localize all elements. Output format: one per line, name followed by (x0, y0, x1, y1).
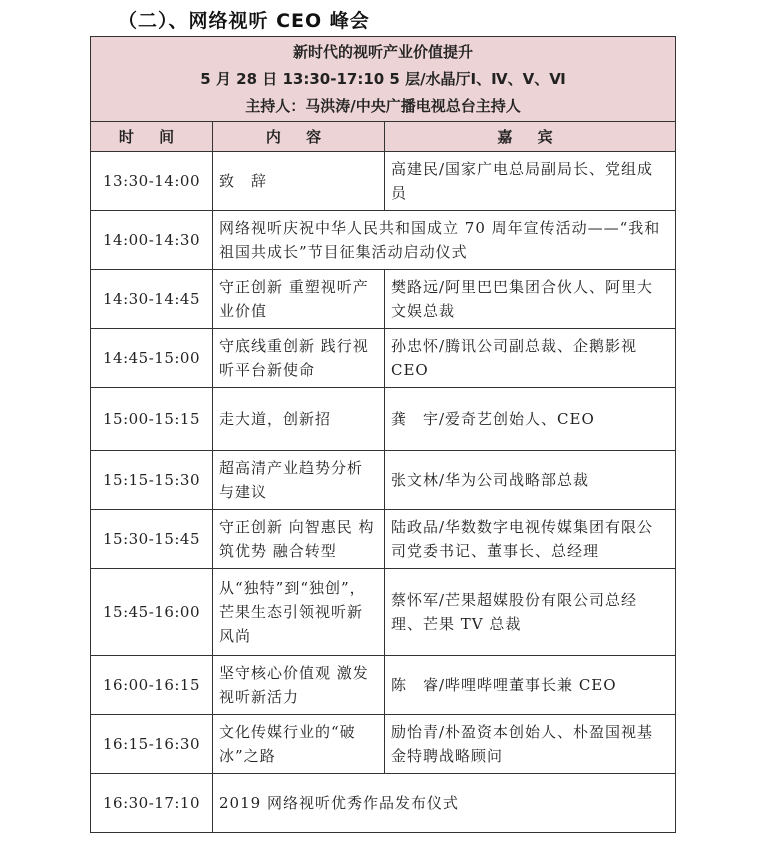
row-guest: 励怡青/朴盈资本创始人、朴盈国视基金特聘战略顾问 (385, 715, 676, 774)
row-guest: 蔡怀军/芒果超媒股份有限公司总经理、芒果 TV 总裁 (385, 569, 676, 656)
row-content: 网络视听庆祝中华人民共和国成立 70 周年宣传活动——“我和祖国共成长”节目征集活动启动仪式 (213, 211, 676, 270)
column-header-content: 内 容 (213, 122, 385, 152)
column-header-row (91, 122, 676, 152)
row-time: 13:30-14:00 (91, 152, 213, 211)
row-content: 走大道，创新招 (213, 388, 385, 451)
row-content: 文化传媒行业的“破冰”之路 (213, 715, 385, 774)
column-header-guest: 嘉 宾 (385, 122, 676, 152)
row-content: 守正创新 重塑视听产业价值 (213, 270, 385, 329)
row-guest: 樊路远/阿里巴巴集团合伙人、阿里大文娱总裁 (385, 270, 676, 329)
section-title: （二）、网络视听 CEO 峰会 (118, 10, 370, 32)
row-guest: 张文林/华为公司战略部总裁 (385, 451, 676, 510)
table-row (91, 329, 676, 388)
row-time: 14:30-14:45 (91, 270, 213, 329)
table-row (91, 451, 676, 510)
session-host: 主持人：马洪涛/中央广播电视总台主持人 (245, 96, 521, 115)
row-time: 15:15-15:30 (91, 451, 213, 510)
session-time-venue: 5 月 28 日 13:30-17:10 5 层/水晶厅Ⅰ、Ⅳ、Ⅴ、Ⅵ (200, 69, 566, 88)
table-row (91, 656, 676, 715)
table-row (91, 152, 676, 211)
table-row (91, 388, 676, 451)
row-guest: 孙忠怀/腾讯公司副总裁、企鹅影视 CEO (385, 329, 676, 388)
row-content: 从“独特”到“独创”，芒果生态引领视听新风尚 (213, 569, 385, 656)
row-time: 14:45-15:00 (91, 329, 213, 388)
row-content: 致 辞 (213, 152, 385, 211)
table-row (91, 774, 676, 833)
table-row (91, 270, 676, 329)
row-time: 16:30-17:10 (91, 774, 213, 833)
row-time: 14:00-14:30 (91, 211, 213, 270)
row-content: 守正创新 向智惠民 构筑优势 融合转型 (213, 510, 385, 569)
row-content: 坚守核心价值观 激发视听新活力 (213, 656, 385, 715)
table-row (91, 715, 676, 774)
row-time: 15:00-15:15 (91, 388, 213, 451)
row-time: 15:45-16:00 (91, 569, 213, 656)
row-time: 16:15-16:30 (91, 715, 213, 774)
row-guest: 陆政品/华数数字电视传媒集团有限公司党委书记、董事长、总经理 (385, 510, 676, 569)
row-guest: 高建民/国家广电总局副局长、党组成员 (385, 152, 676, 211)
row-guest: 陈 睿/哔哩哔哩董事长兼 CEO (385, 656, 676, 715)
schedule-table (90, 36, 676, 833)
column-header-time: 时 间 (91, 122, 213, 152)
table-row (91, 510, 676, 569)
session-header (91, 37, 676, 122)
session-title: 新时代的视听产业价值提升 (293, 42, 474, 61)
row-time: 15:30-15:45 (91, 510, 213, 569)
row-time: 16:00-16:15 (91, 656, 213, 715)
table-row (91, 211, 676, 270)
row-content: 2019 网络视听优秀作品发布仪式 (213, 774, 676, 833)
row-guest: 龚 宇/爱奇艺创始人、CEO (385, 388, 676, 451)
row-content: 守底线重创新 践行视听平台新使命 (213, 329, 385, 388)
row-content: 超高清产业趋势分析与建议 (213, 451, 385, 510)
table-row (91, 569, 676, 656)
